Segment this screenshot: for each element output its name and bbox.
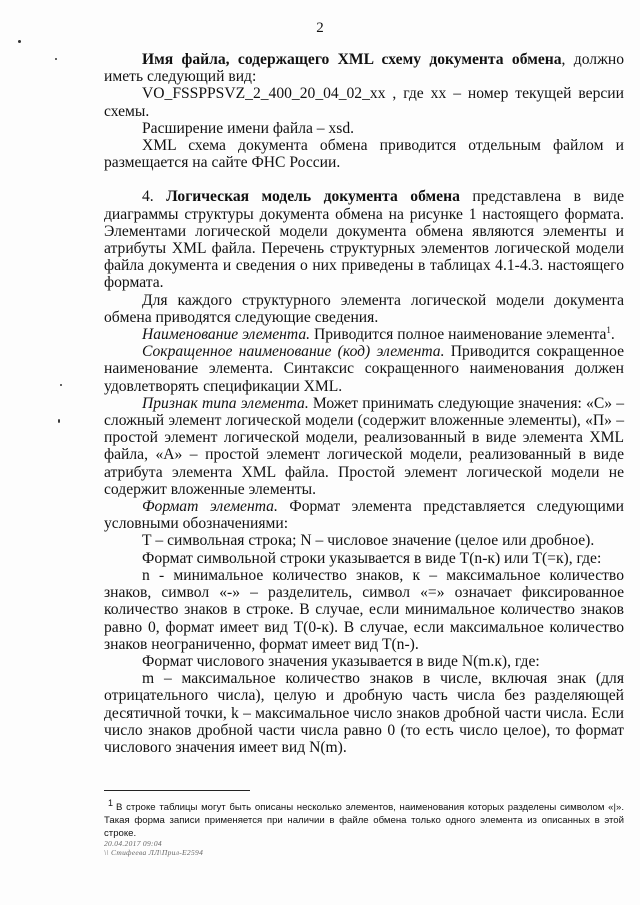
print-stamp-path: \\ Стифеева ЛЛ\Прил-Е2594 [104,848,204,857]
scan-speck [60,384,62,386]
paragraph-schema-location: XML схема документа обмена приводится отдельным файлом и размещается на сайте ФНС России. [104,137,624,172]
footnote-mark: 1 [108,798,114,808]
footnote-divider [104,790,250,791]
scan-speck [58,419,60,423]
paragraph-element-type: Признак типа элемента. Может принимать следующие значения: «С» – сложный элемент логической модели (содержит вложенные элементы), «П» – простой элемент логической модели, реализованный в виде элемента XML файла, «А» – простой элемент логической модели, реализованный в виде атрибута элемента XML файла. Простой элемент логической модели не содержит вложенные элементы. [104,394,624,498]
paragraph-string-format: Формат символьной строки указывается в виде Т(n-к) или Т(=к), где: [142,549,602,567]
paragraph-element-name: Наименование элемента. Приводится полное наименование элемента$^1$. [142,324,615,344]
footnote-text: В строке таблицы могут быть описаны несколько элементов, наименования которых разделены символом «|». Такая форма записи применяется при наличии в файле обмена только одного элемента из описанных в этой строке. [104,802,624,840]
paragraph-number-format: Формат числового значения указывается в виде N(m.к), где: [142,652,540,670]
paragraph-element-code: Сокращенное наименование (код) элемента. Приводится сокращенное наименование элемента. Синтаксис сокращенного наименования должен удовлетворять спецификации XML. [104,343,624,395]
document-body [104,51,624,756]
page-number: 2 [316,20,324,36]
paragraph-format-symbols: Т – символьная строка; N – числовое значение (целое или дробное). [142,532,595,550]
footnote-reference: 1 [606,324,611,335]
footnote [104,797,624,840]
paragraph-element-format: Формат элемента. Формат элемента представляется следующими условными обозначениями: [104,498,624,533]
paragraph-number-format-detail: m – максимальное количество знаков в числе, включая знак (для отрицательного числа), целую и дробную часть числа без разделяющей десятичной точки, k – максимальное число знаков дробной части числа. Если число знаков дробной части числа равно 0 (то есть число целое), то формат числового значения имеет вид N(m). [104,670,624,756]
paragraph-string-format-detail: n - минимальное количество знаков, к – максимальное количество знаков, символ «-» – разделитель, символ «=» означает фиксированное количество знаков в строке. В случае, если минимальное количество знаков равно 0, формат имеет вид Т(0-к). В случае, если максимальное количество знаков неограниченно, формат имеет вид Т(n-). [104,566,624,653]
paragraph-element-info-intro: Для каждого структурного элемента логической модели документа обмена приводятся следующие сведения. [104,291,624,326]
scan-speck [55,58,57,60]
paragraph-file-extension: Расширение имени файла – xsd. [142,119,355,137]
print-stamp-date: 20.04.2017 09:04 [104,839,162,848]
scan-speck [18,40,21,43]
paragraph-xml-schema-filename: Имя файла, содержащего XML схему документа обмена, должно иметь следующий вид: [104,51,624,86]
paragraph-filename-pattern: VO_FSSPPSVZ_2_400_20_04_02_xx , где xx – номер текущей версии схемы. [104,85,624,120]
paragraph-logical-model: 4. Логическая модель документа обмена представлена в виде диаграммы структуры документа обмена на рисунке 1 настоящего формата. Элементами логической модели документа обмена являются элементы и атрибуты XML файла. Перечень структурных элементов логической модели файла документа и сведения о них приведены в таблицах 4.1-4.3. настоящего формата. [104,188,624,292]
